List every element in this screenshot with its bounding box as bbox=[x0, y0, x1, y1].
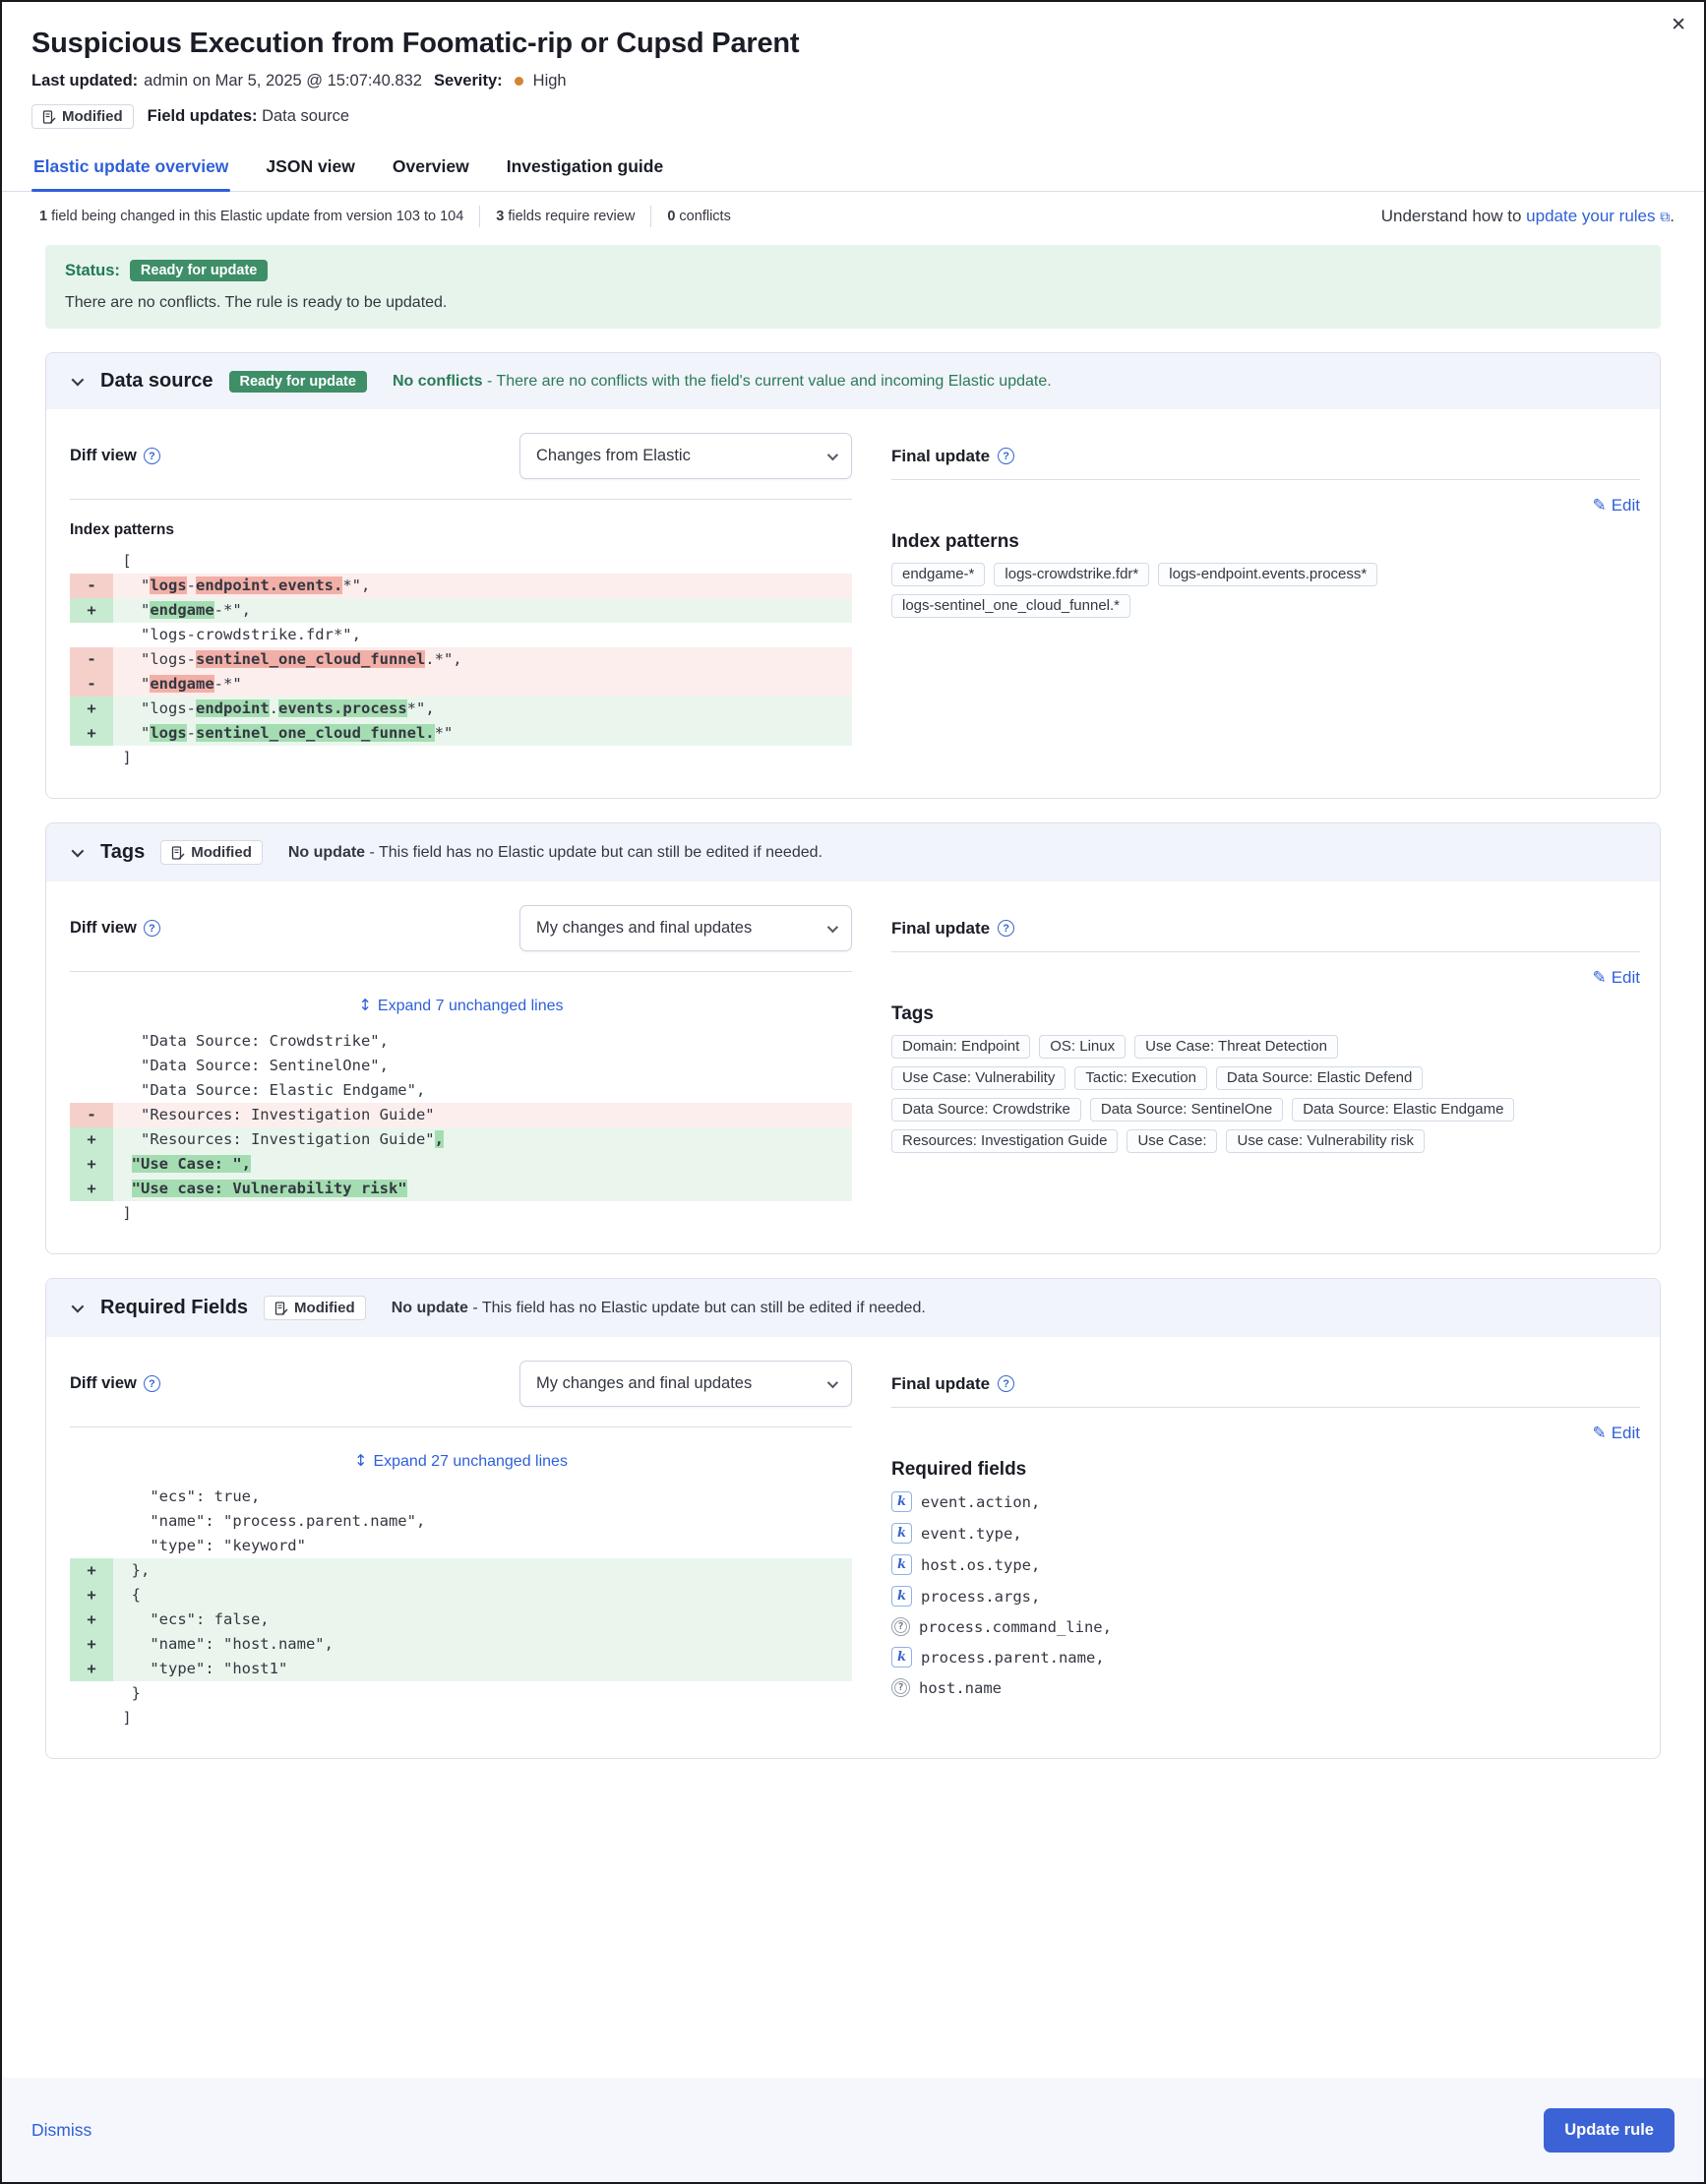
required-field-name: host.os.type, bbox=[921, 1555, 1041, 1574]
external-link-icon: ⧉ bbox=[1660, 210, 1671, 225]
divider bbox=[70, 1426, 852, 1427]
modified-badge bbox=[264, 1296, 366, 1320]
divider bbox=[650, 206, 651, 227]
diff-line-added: + "ecs": false, bbox=[70, 1608, 852, 1632]
required-field-name: process.args, bbox=[921, 1587, 1041, 1606]
tab-json-view[interactable]: JSON view bbox=[266, 156, 355, 176]
modal-header bbox=[2, 2, 1704, 129]
section-data-source bbox=[45, 352, 1661, 799]
help-icon[interactable]: ? bbox=[998, 920, 1014, 937]
diff-column bbox=[70, 1361, 852, 1730]
last-updated-value: admin on Mar 5, 2025 @ 15:07:40.832 bbox=[144, 72, 422, 90]
chevron-down-icon bbox=[827, 1376, 838, 1387]
divider bbox=[70, 971, 852, 972]
diff-column bbox=[70, 433, 852, 770]
diff-gutter: - bbox=[70, 574, 113, 598]
section-title: Required Fields bbox=[100, 1297, 249, 1318]
info-item: 0 conflicts bbox=[667, 209, 731, 224]
final-update-column bbox=[891, 433, 1640, 770]
final-update-label: Final update ? bbox=[891, 433, 1640, 479]
close-icon[interactable]: ✕ bbox=[1671, 14, 1686, 35]
divider bbox=[479, 206, 480, 227]
section-title: Data source bbox=[100, 370, 213, 392]
diff-gutter bbox=[70, 1485, 113, 1509]
tag-badge: Domain: Endpoint bbox=[891, 1035, 1030, 1059]
field-updates-label: Field updates: bbox=[147, 107, 258, 125]
badge-row bbox=[31, 104, 1675, 129]
final-update-label: Final update ? bbox=[891, 905, 1640, 951]
expand-unchanged-lines-link[interactable]: ↕ Expand 7 unchanged lines bbox=[358, 996, 564, 1014]
diff-line-added: + { bbox=[70, 1583, 852, 1608]
diff-view-label: Diff view ? bbox=[70, 447, 160, 465]
diff-gutter: + bbox=[70, 1558, 113, 1583]
diff-gutter bbox=[70, 623, 113, 647]
keyword-type-icon: k bbox=[891, 1647, 912, 1668]
required-field-item bbox=[891, 1523, 1640, 1544]
index-pattern-badge: logs-endpoint.events.process* bbox=[1158, 563, 1377, 586]
diff-line-context: ] bbox=[70, 1706, 852, 1730]
diff-line-added: + "logs-endpoint.events.process*", bbox=[70, 697, 852, 721]
info-items bbox=[39, 206, 731, 227]
tag-badge: Data Source: Elastic Endgame bbox=[1292, 1098, 1514, 1122]
diff-gutter: + bbox=[70, 1583, 113, 1608]
modified-badge bbox=[31, 104, 134, 129]
chevron-down-icon[interactable] bbox=[72, 374, 85, 387]
section-status-text: No update - This field has no Elastic update but can still be edited if needed. bbox=[391, 1299, 926, 1316]
help-icon[interactable]: ? bbox=[144, 448, 160, 464]
edit-button[interactable]: ✎ Edit bbox=[1592, 496, 1640, 516]
modified-badge-label: Modified bbox=[294, 1300, 355, 1316]
info-item: 1 field being changed in this Elastic update from version 103 to 104 bbox=[39, 209, 464, 224]
section-required-fields bbox=[45, 1278, 1661, 1759]
tab-investigation-guide[interactable]: Investigation guide bbox=[506, 156, 664, 176]
field-updates-value: Data source bbox=[262, 107, 350, 125]
tag-badges bbox=[891, 1035, 1521, 1153]
tag-badge: Data Source: Crowdstrike bbox=[891, 1098, 1081, 1122]
diff-gutter: + bbox=[70, 697, 113, 721]
pencil-icon: ✎ bbox=[1592, 968, 1607, 988]
edit-button[interactable]: ✎ Edit bbox=[1592, 968, 1640, 988]
last-updated-label: Last updated: bbox=[31, 72, 139, 90]
diff-gutter bbox=[70, 1706, 113, 1730]
divider bbox=[891, 479, 1640, 480]
update-rule-button[interactable]: Update rule bbox=[1544, 2108, 1675, 2153]
final-field-title: Required fields bbox=[891, 1459, 1027, 1480]
diff-line-added: + }, bbox=[70, 1558, 852, 1583]
tab-bar bbox=[2, 151, 1704, 192]
final-field-title: Tags bbox=[891, 1003, 934, 1024]
diff-gutter: + bbox=[70, 721, 113, 746]
help-icon[interactable]: ? bbox=[144, 920, 160, 937]
status-badge: Ready for update bbox=[130, 260, 268, 281]
diff-line-context: "Data Source: Elastic Endgame", bbox=[70, 1078, 852, 1103]
unknown-type-icon: ? bbox=[891, 1678, 910, 1697]
status-callout bbox=[45, 245, 1661, 329]
tag-badge: OS: Linux bbox=[1039, 1035, 1126, 1059]
diff-line-context: } bbox=[70, 1681, 852, 1706]
required-field-name: process.command_line, bbox=[919, 1617, 1112, 1636]
divider bbox=[891, 951, 1640, 952]
status-label: Status: bbox=[65, 261, 120, 279]
severity-value: High bbox=[532, 72, 567, 90]
diff-gutter: + bbox=[70, 1152, 113, 1177]
pencil-icon: ✎ bbox=[1592, 496, 1607, 516]
divider bbox=[70, 499, 852, 500]
diff-line-context: "name": "process.parent.name", bbox=[70, 1509, 852, 1534]
diff-block bbox=[70, 1485, 852, 1730]
expand-unchanged-lines-link[interactable]: ↕ Expand 27 unchanged lines bbox=[354, 1451, 568, 1470]
required-field-item bbox=[891, 1647, 1640, 1668]
section-tags-header[interactable] bbox=[46, 823, 1660, 881]
diff-line-context: "type": "keyword" bbox=[70, 1534, 852, 1558]
required-fields-list bbox=[891, 1491, 1640, 1697]
section-tags bbox=[45, 822, 1661, 1254]
modified-badge bbox=[160, 840, 263, 865]
update-your-rules-link[interactable]: update your rules ⧉ bbox=[1526, 207, 1671, 225]
severity-label: Severity: bbox=[433, 72, 503, 90]
page-title: Suspicious Execution from Foomatic-rip or Cupsd Parent bbox=[31, 28, 800, 59]
diff-line-context: "ecs": true, bbox=[70, 1485, 852, 1509]
dismiss-button[interactable]: Dismiss bbox=[31, 2119, 92, 2140]
required-field-item bbox=[891, 1491, 1640, 1512]
diff-gutter bbox=[70, 746, 113, 770]
expand-icon: ↕ bbox=[354, 1451, 368, 1470]
expand-icon: ↕ bbox=[358, 996, 372, 1014]
update-rules-help bbox=[1381, 207, 1675, 226]
keyword-type-icon: k bbox=[891, 1586, 912, 1607]
diff-line-context: [ bbox=[70, 549, 852, 574]
edit-button[interactable]: ✎ Edit bbox=[1592, 1424, 1640, 1443]
index-pattern-badge: endgame-* bbox=[891, 563, 985, 586]
section-title: Tags bbox=[100, 841, 146, 863]
diff-line-added: + "Use Case: ", bbox=[70, 1152, 852, 1177]
help-icon[interactable]: ? bbox=[998, 448, 1014, 464]
chevron-down-icon[interactable] bbox=[72, 1301, 85, 1313]
tag-badge: Resources: Investigation Guide bbox=[891, 1129, 1118, 1153]
help-prefix: Understand how to bbox=[1380, 207, 1527, 225]
unknown-type-icon: ? bbox=[891, 1617, 910, 1636]
diff-gutter: + bbox=[70, 1127, 113, 1152]
section-required-fields-header[interactable] bbox=[46, 1279, 1660, 1337]
diff-view-select[interactable]: My changes and final updates bbox=[519, 1361, 852, 1407]
diff-line-context: ] bbox=[70, 746, 852, 770]
diff-view-select[interactable]: Changes from Elastic bbox=[519, 433, 852, 479]
keyword-type-icon: k bbox=[891, 1491, 912, 1512]
keyword-type-icon: k bbox=[891, 1523, 912, 1544]
diff-gutter bbox=[70, 1078, 113, 1103]
section-data-source-header[interactable] bbox=[46, 353, 1660, 409]
diff-gutter bbox=[70, 1509, 113, 1534]
diff-line-added: + "type": "host1" bbox=[70, 1657, 852, 1681]
diff-column bbox=[70, 905, 852, 1226]
final-field-title: Index patterns bbox=[891, 531, 1019, 552]
tag-badge: Data Source: SentinelOne bbox=[1090, 1098, 1283, 1122]
diff-block bbox=[70, 1029, 852, 1226]
modal-footer bbox=[2, 2078, 1704, 2182]
chevron-down-icon bbox=[827, 449, 838, 459]
diff-line-added: + "logs-sentinel_one_cloud_funnel.*" bbox=[70, 721, 852, 746]
modified-badge-label: Modified bbox=[62, 108, 123, 125]
keyword-type-icon: k bbox=[891, 1554, 912, 1575]
required-field-name: event.type, bbox=[921, 1524, 1022, 1543]
index-pattern-badge: logs-sentinel_one_cloud_funnel.* bbox=[891, 594, 1130, 618]
tab-elastic-update-overview[interactable]: Elastic update overview bbox=[31, 151, 230, 191]
diff-gutter: - bbox=[70, 647, 113, 672]
diff-field-label: Index patterns bbox=[70, 521, 174, 538]
diff-gutter: + bbox=[70, 1632, 113, 1657]
required-field-name: process.parent.name, bbox=[921, 1648, 1105, 1667]
diff-line-context: "Data Source: SentinelOne", bbox=[70, 1054, 852, 1078]
pencil-icon: ✎ bbox=[1592, 1424, 1607, 1443]
diff-gutter bbox=[70, 1029, 113, 1054]
diff-gutter bbox=[70, 1201, 113, 1226]
required-field-item bbox=[891, 1678, 1640, 1697]
tag-badge: Tactic: Execution bbox=[1074, 1066, 1207, 1090]
document-edit-icon bbox=[171, 846, 185, 860]
severity-dot-icon bbox=[515, 77, 523, 86]
tag-badge: Use Case: bbox=[1127, 1129, 1217, 1153]
diff-gutter bbox=[70, 1534, 113, 1558]
diff-gutter: - bbox=[70, 672, 113, 697]
diff-gutter bbox=[70, 1681, 113, 1706]
diff-line-context: "logs-crowdstrike.fdr*", bbox=[70, 623, 852, 647]
tag-badge: Use case: Vulnerability risk bbox=[1226, 1129, 1425, 1153]
required-field-name: host.name bbox=[919, 1678, 1002, 1697]
status-message: There are no conflicts. The rule is ready to be updated. bbox=[65, 294, 448, 311]
tag-badge: Data Source: Elastic Defend bbox=[1216, 1066, 1423, 1090]
help-suffix: . bbox=[1670, 207, 1675, 225]
tag-badge: Use Case: Vulnerability bbox=[891, 1066, 1066, 1090]
diff-gutter: + bbox=[70, 1608, 113, 1632]
meta-row bbox=[31, 72, 1675, 91]
diff-line-added: + "Use case: Vulnerability risk" bbox=[70, 1177, 852, 1201]
diff-gutter: - bbox=[70, 1103, 113, 1127]
divider bbox=[891, 1407, 1640, 1408]
document-edit-icon bbox=[274, 1302, 288, 1315]
modified-badge-label: Modified bbox=[191, 844, 252, 861]
required-field-item bbox=[891, 1617, 1640, 1636]
diff-line-context: ] bbox=[70, 1201, 852, 1226]
index-pattern-badges bbox=[891, 563, 1521, 618]
ready-for-update-badge: Ready for update bbox=[229, 371, 367, 393]
index-pattern-badge: logs-crowdstrike.fdr* bbox=[994, 563, 1149, 586]
document-edit-icon bbox=[42, 110, 56, 124]
help-icon[interactable]: ? bbox=[998, 1375, 1014, 1392]
chevron-down-icon bbox=[827, 921, 838, 932]
diff-line-added: + "Resources: Investigation Guide", bbox=[70, 1127, 852, 1152]
diff-gutter bbox=[70, 549, 113, 574]
diff-gutter bbox=[70, 1054, 113, 1078]
tag-badge: Use Case: Threat Detection bbox=[1134, 1035, 1338, 1059]
info-strip bbox=[2, 192, 1704, 239]
help-icon[interactable]: ? bbox=[144, 1375, 160, 1392]
chevron-down-icon[interactable] bbox=[72, 845, 85, 858]
diff-line-removed: - "logs-sentinel_one_cloud_funnel.*", bbox=[70, 647, 852, 672]
diff-line-added: + "endgame-*", bbox=[70, 598, 852, 623]
tab-overview[interactable]: Overview bbox=[392, 156, 469, 176]
diff-line-context: "Data Source: Crowdstrike", bbox=[70, 1029, 852, 1054]
diff-block bbox=[70, 549, 852, 770]
diff-view-label: Diff view ? bbox=[70, 1374, 160, 1393]
section-status-text: No update - This field has no Elastic update but can still be edited if needed. bbox=[287, 843, 823, 861]
final-update-column bbox=[891, 905, 1640, 1226]
diff-line-removed: - "endgame-*" bbox=[70, 672, 852, 697]
diff-gutter: + bbox=[70, 1177, 113, 1201]
diff-line-removed: - "logs-endpoint.events.*", bbox=[70, 574, 852, 598]
final-update-column bbox=[891, 1361, 1640, 1730]
final-update-label: Final update ? bbox=[891, 1361, 1640, 1407]
required-field-item bbox=[891, 1586, 1640, 1607]
info-item: 3 fields require review bbox=[496, 209, 636, 224]
diff-gutter: + bbox=[70, 1657, 113, 1681]
diff-line-removed: - "Resources: Investigation Guide" bbox=[70, 1103, 852, 1127]
diff-gutter: + bbox=[70, 598, 113, 623]
diff-view-select[interactable]: My changes and final updates bbox=[519, 905, 852, 951]
required-field-item bbox=[891, 1554, 1640, 1575]
section-status-text: No conflicts - There are no conflicts with the field's current value and incoming Elastic update. bbox=[392, 372, 1052, 390]
diff-line-added: + "name": "host.name", bbox=[70, 1632, 852, 1657]
required-field-name: event.action, bbox=[921, 1492, 1041, 1511]
diff-view-label: Diff view ? bbox=[70, 919, 160, 938]
